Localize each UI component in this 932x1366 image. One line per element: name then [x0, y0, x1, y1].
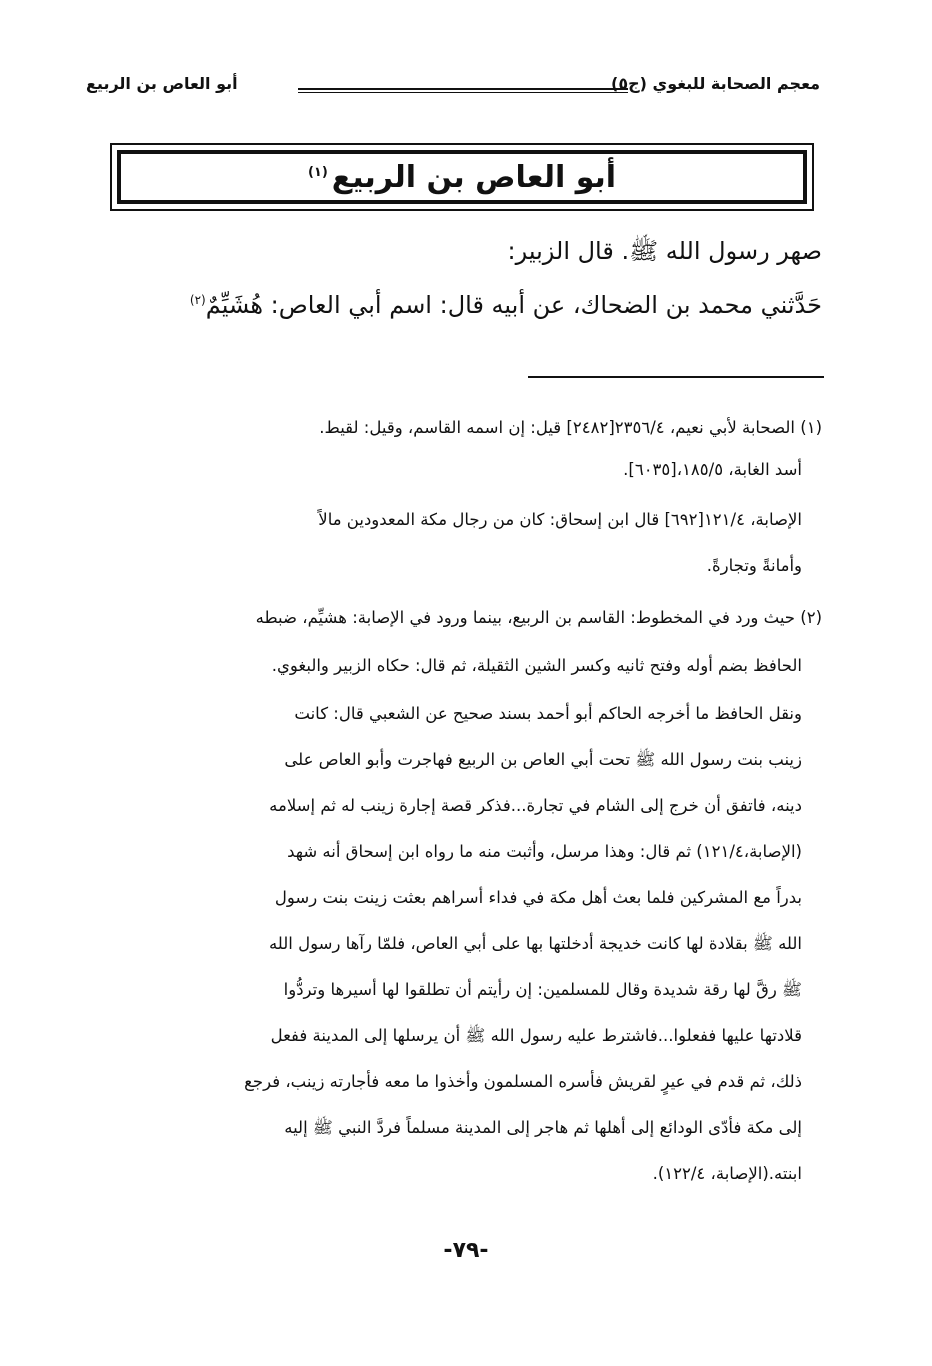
entry-title	[308, 160, 616, 195]
body-line-1: صهر رسول الله ﷺ. قال الزبير:	[507, 237, 822, 265]
footnote-line: بدراً مع المشركين فلما بعث أهل مكة في فداء أسراهم بعثت زينت بنت رسول	[274, 888, 802, 907]
footnote-line: قلادتها عليها ففعلوا...فاشترط عليه رسول الله ﷺ أن يرسلها إلى المدينة ففعل	[270, 1026, 802, 1045]
footnote-line: وأمانةً وتجارةً.	[706, 556, 802, 575]
entry-title-inner-frame	[117, 150, 807, 204]
footnote-line: (٢) حيث ورد في المخطوط: القاسم بن الربيع، بينما ورود في الإصابة: هشيِّم، ضبطه	[255, 608, 822, 627]
footnote-line: الله ﷺ بقلادة لها كانت خديجة أدخلتها بها على أبي العاص، فلمّا رآها رسول الله	[268, 934, 802, 953]
footnote-line: الإصابة، ١٢١/٤[٦٩٢] قال ابن إسحاق: كان من رجال مكة المعدودين مالاً	[318, 510, 802, 529]
body-footnote-ref: (٢)	[189, 293, 206, 307]
entry-title-text: أبو العاص بن الربيع	[331, 159, 617, 195]
entry-title-frame	[110, 143, 814, 211]
footnote-line: الحافظ بضم أوله وفتح ثانيه وكسر الشين الثقيلة، ثم قال: حكاه الزبير والبغوي.	[271, 656, 802, 675]
footnote-line: زينب بنت رسول الله ﷺ تحت أبي العاص بن الربيع فهاجرت وأبو العاص على	[284, 750, 802, 769]
footnote-line: أسد الغابة، ١٨٥/٥،[٦٠٣٥].	[623, 460, 802, 479]
header-book-title: معجم الصحابة للبغوي (ج٥)	[611, 74, 820, 93]
page-number: -٧٩-	[443, 1238, 489, 1263]
footnote-line: (الإصابة،١٢١/٤) ثم قال: وهذا مرسل، وأثبت منه ما رواه ابن إسحاق أنه شهد	[287, 842, 802, 861]
footnote-line: ﷺ رقَّ لها رقة شديدة وقال للمسلمين: إن رأيتم أن تطلقوا لها أسيرها وتردُّوا	[283, 980, 802, 999]
body-line-2-text: حَدَّثني محمد بن الضحاك، عن أبيه قال: اسم أبي العاص: هُشَيِّمٌ	[205, 291, 822, 319]
footnote-line: ذلك، ثم قدم في عيرٍ لقريش فأسره المسلمون وأخذوا ما معه فأجارته زينب، فرجع	[244, 1072, 802, 1091]
footnote-line: ابنته.(الإصابة، ١٢٢/٤).	[652, 1164, 802, 1183]
footnote-line: إلى مكة فأدّى الودائع إلى أهلها ثم هاجر إلى المدينة مسلماً فردَّ النبي ﷺ إليه	[284, 1118, 802, 1137]
footnote-line: ونقل الحافظ ما أخرجه الحاكم أبو أحمد بسند صحيح عن الشعبي قال: كانت	[294, 704, 802, 723]
header-running-title: أبو العاص بن الربيع	[86, 74, 238, 93]
footnote-line: دينه، فاتفق أن خرج إلى الشام في تجارة...فذكر قصة إجارة زينب له ثم إسلامه	[269, 796, 802, 815]
entry-title-footnote-ref: (١)	[307, 164, 328, 180]
footnote-line: (١) الصحابة لأبي نعيم، ٢٣٥٦/٤[٢٤٨٢] قيل: إن اسمه القاسم، وقيل: لقيط.	[319, 418, 822, 437]
body-line-2	[190, 291, 822, 319]
footnote-separator	[528, 376, 824, 378]
header-rule	[298, 88, 628, 93]
